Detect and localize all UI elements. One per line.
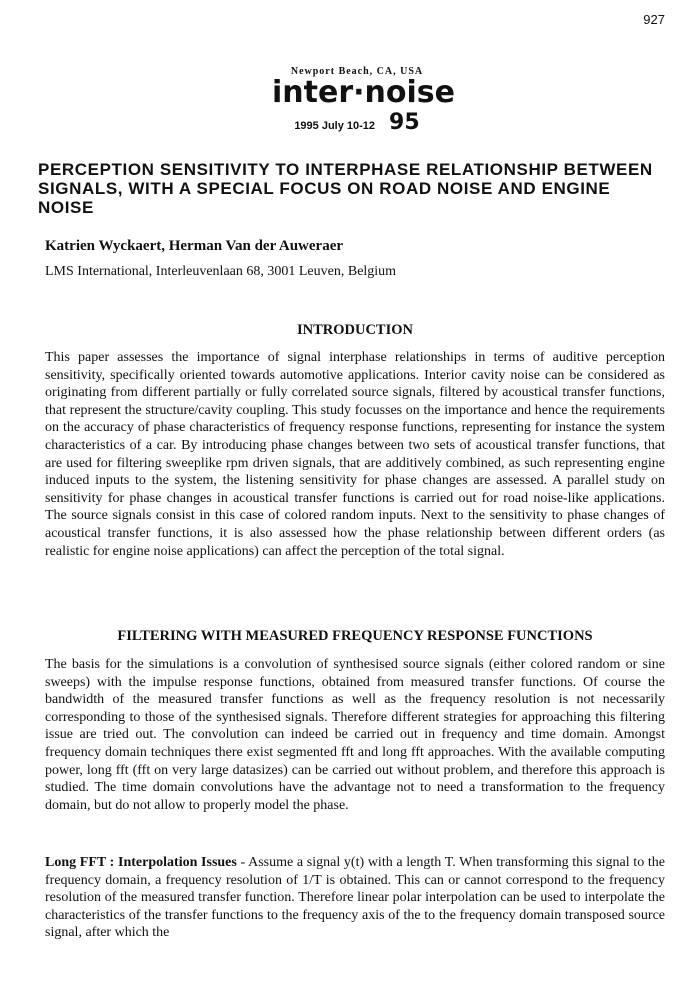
page-number: 927 [643, 12, 665, 27]
conference-logo: inter·noise [272, 75, 455, 110]
long-fft-paragraph [45, 854, 665, 942]
conference-year: 95 [389, 110, 420, 135]
paper-title: PERCEPTION SENSITIVITY TO INTERPHASE RELATIONSHIP BETWEEN SIGNALS, WITH A SPECIAL FOCUS ON ROAD NOISE AND ENGINE NOISE [38, 160, 653, 217]
long-fft-run-in-heading: Long FFT : Interpolation Issues [45, 855, 237, 870]
conference-header [272, 66, 455, 135]
filtering-paragraph: The basis for the simulations is a convolution of synthesised source signals (either colored random or sine sweeps) with the impulse response functions, obtained from measured transfer functions. Of course the bandwidth of the measured transfer functions as well as the frequency resolution is not necessarily corresponding to those of the synthesised signals. Therefore different strategies for approaching this filtering issue are tried out. The convolution can indeed be carried out in frequency and time domain. Amongst frequency domain techniques there exist segmented fft and long fft approaches. With the available computing power, long fft (fft on very large datasizes) can be carried out without problem, and therefore this approach is studied. The time domain convolutions have the advantage not to need a transformation to the frequency domain, but do not allow to properly model the phase. [45, 657, 665, 813]
paper-authors: Katrien Wyckaert, Herman Van der Auweraer [45, 238, 344, 254]
conference-location: Newport Beach, CA, USA [290, 66, 424, 77]
section-heading-introduction: INTRODUCTION [296, 322, 413, 338]
conference-date: 1995 July 10-12 [294, 120, 376, 132]
long-fft-body: - Assume a signal y(t) with a length T. When transforming this signal to the frequency domain, a frequency resolution of 1/T is obtained. This can or cannot correspond to the frequency resolution of the measured transfer function. Therefore linear polar interpolation can be used to interpolate the characteristics of the transfer functions to the frequency axis of the to the frequency domain transposed source signal, after which the [45, 855, 665, 941]
introduction-paragraph: This paper assesses the importance of signal interphase relationships in terms of auditive perception sensitivity, specifically oriented towards automotive applications. Interior cavity noise can be considered as originating from different partially or fully correlated source signals, filtered by acoustical transfer functions, that represent the structure/cavity coupling. This study focusses on the importance and hence the requirements on the accuracy of phase characteristics of frequency response functions, representing for instance the system characteristics of a car. By introducing phase changes between two sets of acoustical transfer functions, that are used for filtering sweeplike rpm driven signals, that are additively combined, as such representing engine induced inputs to the system, the listening sensitivity for phase changes are assessed. A parallel study on sensitivity for phase changes in acoustical transfer functions is carried out for road noise-like applications. The source signals consist in this case of colored random inputs. Next to the sensitivity to phase changes of acoustical transfer functions, it is also assessed how the phase relationship between different orders (as realistic for engine noise applications) can affect the perception of the total signal. [45, 350, 665, 559]
section-heading-filtering: FILTERING WITH MEASURED FREQUENCY RESPONSE FUNCTIONS [117, 628, 593, 644]
paper-affiliation: LMS International, Interleuvenlaan 68, 3001 Leuven, Belgium [45, 264, 397, 279]
conference-date-row [272, 110, 442, 135]
